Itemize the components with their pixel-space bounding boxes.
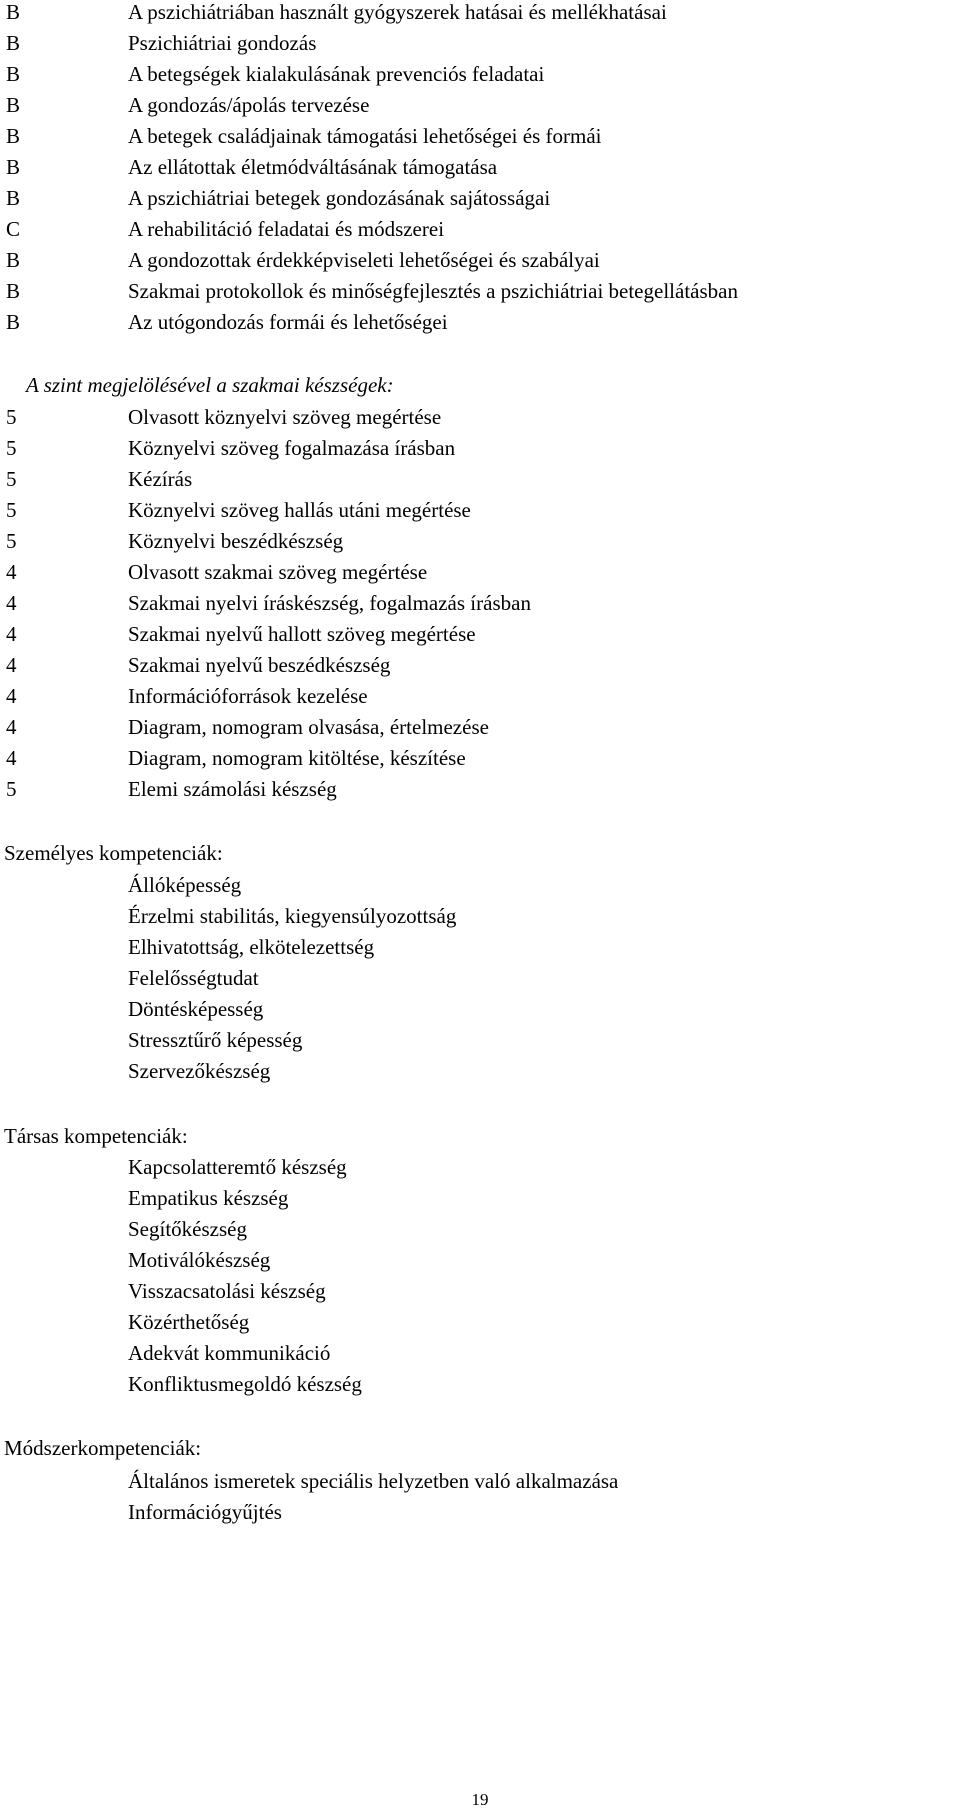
skill-level: 5 <box>6 777 17 801</box>
level-letter: B <box>6 155 21 179</box>
skill-text: Köznyelvi szöveg fogalmazása írásban <box>128 436 456 460</box>
item-text: A gondozás/ápolás tervezése <box>128 93 370 117</box>
item-text: A gondozottak érdekképviseleti lehetőségei és szabályai <box>128 248 600 272</box>
skill-text: Köznyelvi beszédkészség <box>128 529 344 553</box>
competency-item: Stressztűrő képesség <box>128 1028 303 1052</box>
skill-level: 4 <box>6 591 17 615</box>
skill-level: 5 <box>6 436 17 460</box>
skill-level: 4 <box>6 746 17 770</box>
item-text: Az utógondozás formái és lehetőségei <box>128 310 448 334</box>
skill-level: 4 <box>6 560 17 584</box>
skill-text: Szakmai nyelvű beszédkészség <box>128 653 391 677</box>
skill-text: Elemi számolási készség <box>128 777 337 801</box>
method-competencies-heading: Módszerkompetenciák: <box>4 1436 202 1460</box>
item-text: A betegségek kialakulásának prevenciós feladatai <box>128 62 545 86</box>
item-text: A rehabilitáció feladatai és módszerei <box>128 217 445 241</box>
level-letter: B <box>6 248 21 272</box>
competency-item: Döntésképesség <box>128 997 264 1021</box>
competency-item: Felelősségtudat <box>128 966 259 990</box>
competency-item: Érzelmi stabilitás, kiegyensúlyozottság <box>128 904 457 928</box>
social-competencies-heading: Társas kompetenciák: <box>4 1124 188 1148</box>
skill-level: 4 <box>6 622 17 646</box>
competency-item: Elhivatottság, elkötelezettség <box>128 935 375 959</box>
level-letter: B <box>6 279 21 303</box>
skill-level: 5 <box>6 498 17 522</box>
skill-text: Olvasott szakmai szöveg megértése <box>128 560 428 584</box>
item-text: Pszichiátriai gondozás <box>128 31 317 55</box>
level-letter: B <box>6 310 21 334</box>
skill-level: 5 <box>6 467 17 491</box>
level-letter: B <box>6 62 21 86</box>
skill-level: 5 <box>6 529 17 553</box>
skill-level: 5 <box>6 405 17 429</box>
competency-item: Motiválókészség <box>128 1248 271 1272</box>
competency-item: Közérthetőség <box>128 1310 250 1334</box>
competency-item: Segítőkészség <box>128 1217 247 1241</box>
level-letter: B <box>6 0 21 24</box>
page-number: 19 <box>471 1790 489 1809</box>
item-text: Az ellátottak életmódváltásának támogatása <box>128 155 498 179</box>
competency-item: Kapcsolatteremtő készség <box>128 1155 347 1179</box>
level-letter: B <box>6 93 21 117</box>
item-text: A pszichiátriai betegek gondozásának sajátosságai <box>128 186 551 210</box>
competency-item: Információgyűjtés <box>128 1500 282 1524</box>
personal-competencies-heading: Személyes kompetenciák: <box>4 841 223 865</box>
skill-level: 4 <box>6 684 17 708</box>
skill-text: Szakmai nyelvű hallott szöveg megértése <box>128 622 476 646</box>
competency-item: Empatikus készség <box>128 1186 289 1210</box>
competency-item: Szervezőkészség <box>128 1059 271 1083</box>
competency-item: Konfliktusmegoldó készség <box>128 1372 362 1396</box>
competency-item: Állóképesség <box>128 873 242 897</box>
level-letter: C <box>6 217 21 241</box>
skill-text: Diagram, nomogram kitöltése, készítése <box>128 746 466 770</box>
skill-text: Kézírás <box>128 467 193 491</box>
item-text: A pszichiátriában használt gyógyszerek hatásai és mellékhatásai <box>128 0 667 24</box>
competency-item: Visszacsatolási készség <box>128 1279 326 1303</box>
item-text: Szakmai protokollok és minőségfejlesztés a pszichiátriai betegellátásban <box>128 279 738 303</box>
level-letter: B <box>6 31 21 55</box>
item-text: A betegek családjainak támogatási lehetőségei és formái <box>128 124 602 148</box>
level-letter: B <box>6 124 21 148</box>
skill-text: Diagram, nomogram olvasása, értelmezése <box>128 715 489 739</box>
skill-level: 4 <box>6 653 17 677</box>
skill-level: 4 <box>6 715 17 739</box>
skill-text: Olvasott köznyelvi szöveg megértése <box>128 405 442 429</box>
skill-text: Információforrások kezelése <box>128 684 368 708</box>
competency-item: Adekvát kommunikáció <box>128 1341 331 1365</box>
level-letter: B <box>6 186 21 210</box>
competency-item: Általános ismeretek speciális helyzetben való alkalmazása <box>128 1469 619 1493</box>
skill-text: Köznyelvi szöveg hallás utáni megértése <box>128 498 471 522</box>
skill-text: Szakmai nyelvi íráskészség, fogalmazás írásban <box>128 591 531 615</box>
skills-heading: A szint megjelölésével a szakmai készségek: <box>26 373 394 397</box>
